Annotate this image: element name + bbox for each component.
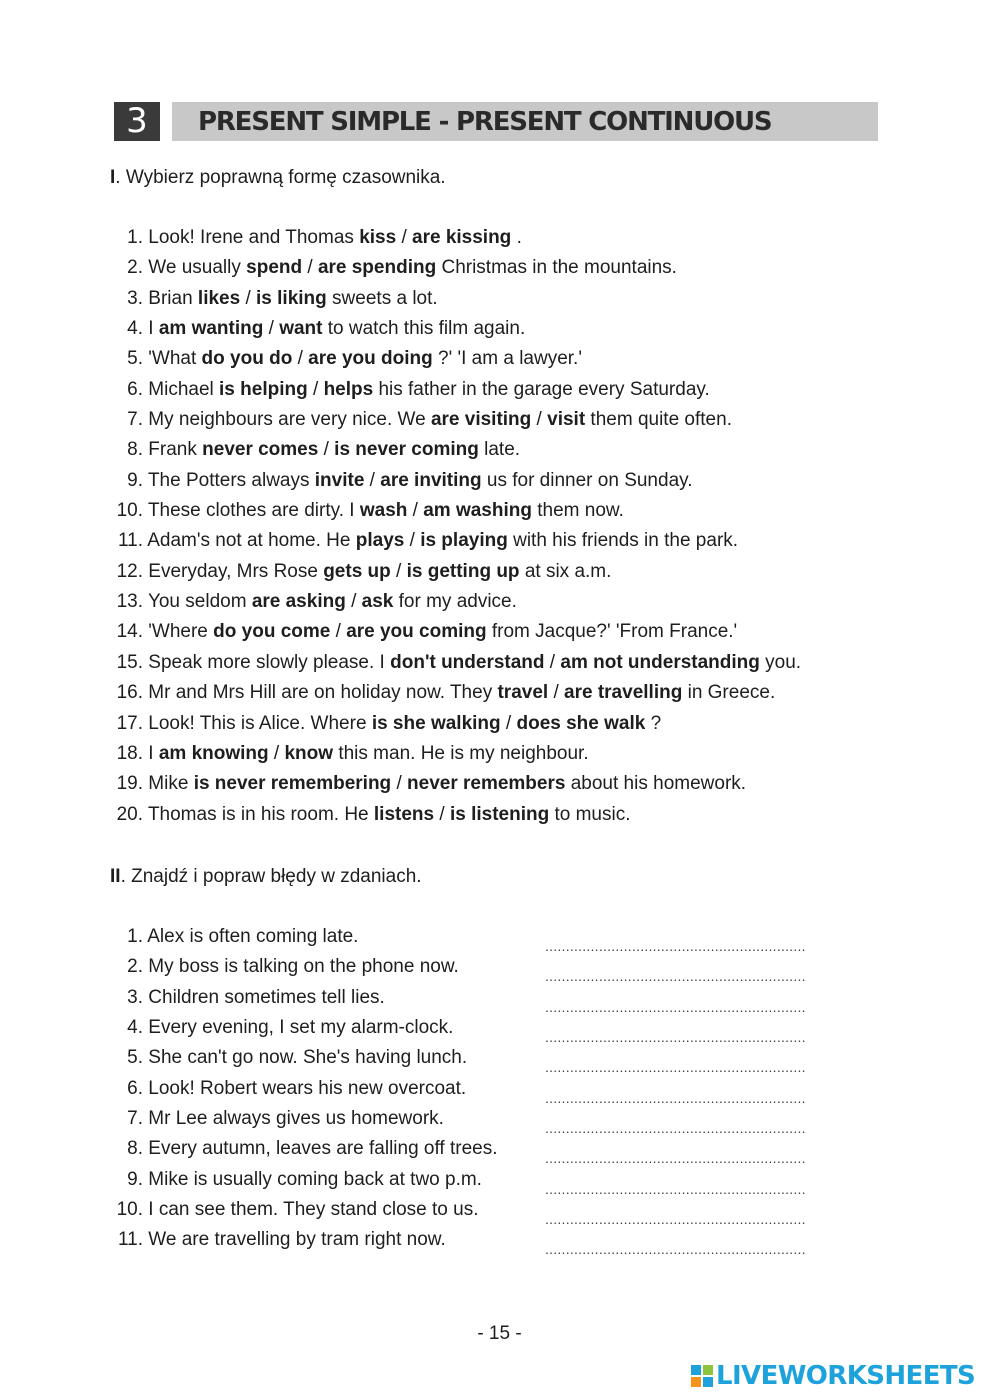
item-text-before: The Potters always: [147, 469, 315, 491]
option-b[interactable]: am not understanding: [560, 651, 760, 673]
exercise-1-item: 19. Mike is never remembering / never remembers about his homework.: [110, 769, 801, 799]
exercise-2-item: [110, 1134, 498, 1164]
item-sentence: Every autumn, leaves are falling off trees.: [148, 1138, 498, 1160]
option-a[interactable]: travel: [497, 682, 549, 704]
option-b[interactable]: helps: [323, 378, 374, 400]
item-text-after: you.: [759, 651, 802, 673]
exercise-1-item: 9. The Potters always invite / are inviting us for dinner on Sunday.: [110, 466, 801, 496]
answer-input-line[interactable]: ...............................................................: [545, 1211, 806, 1228]
item-text-after: in Greece.: [682, 682, 776, 704]
item-text-after: late.: [478, 439, 521, 461]
answer-input-line[interactable]: ...............................................................: [545, 1029, 806, 1046]
exercise-2-item: [110, 1013, 498, 1043]
item-text-after: his father in the garage every Saturday.: [373, 378, 710, 400]
answer-input-line[interactable]: ...............................................................: [545, 1241, 806, 1258]
exercise-1-item: 8. Frank never comes / is never coming late.: [110, 435, 801, 465]
item-text-after: Christmas in the mountains.: [436, 257, 677, 279]
option-a[interactable]: never comes: [202, 439, 319, 461]
option-b[interactable]: is playing: [420, 530, 508, 552]
item-number: 19.: [116, 773, 143, 795]
exercise-1-item: 4. I am wanting / want to watch this film again.: [110, 314, 801, 344]
item-sentence: I can see them. They stand close to us.: [148, 1199, 479, 1221]
item-text-before: You seldom: [147, 591, 252, 613]
option-b[interactable]: are you coming: [346, 621, 487, 643]
exercise-1-item: 18. I am knowing / know this man. He is my neighbour.: [110, 739, 801, 769]
item-text-after: from Jacque?' 'From France.': [486, 621, 738, 643]
option-b[interactable]: ask: [361, 591, 394, 613]
item-number: 11.: [117, 1229, 143, 1251]
item-number: 6.: [127, 378, 143, 400]
option-a[interactable]: wash: [359, 500, 408, 522]
item-number: 5.: [127, 348, 143, 370]
exercise-1-item: 14. 'Where do you come / are you coming from Jacque?' 'From France.': [110, 617, 801, 647]
option-a[interactable]: is never remembering: [193, 773, 392, 795]
item-sentence: She can't go now. She's having lunch.: [148, 1047, 468, 1069]
option-b[interactable]: am washing: [423, 500, 532, 522]
item-sentence: We are travelling by tram right now.: [148, 1229, 446, 1251]
item-text-before: Frank: [148, 439, 203, 461]
item-text-before: Brian: [148, 287, 198, 309]
item-text-before: I: [148, 318, 159, 340]
item-text-after: to watch this film again.: [322, 318, 526, 340]
liveworksheets-logo-text: LIVEWORKSHEETS: [716, 1361, 976, 1391]
exercise-1-item: 15. Speak more slowly please. I don't understand / am not understanding you.: [110, 648, 801, 678]
item-text-after: about his homework.: [565, 773, 747, 795]
exercise-2-item: [110, 1043, 498, 1073]
item-number: 10.: [116, 1199, 143, 1221]
option-b[interactable]: is liking: [256, 287, 327, 309]
option-b[interactable]: is listening: [449, 803, 550, 825]
exercise-2-item: [110, 1104, 498, 1134]
item-sentence: Mr Lee always gives us homework.: [148, 1108, 444, 1130]
option-a[interactable]: are visiting: [430, 409, 532, 431]
answer-input-line[interactable]: ...............................................................: [545, 1150, 806, 1167]
option-b[interactable]: know: [284, 742, 334, 764]
answer-input-line[interactable]: ...............................................................: [545, 968, 806, 985]
item-text-before: 'What: [148, 348, 202, 370]
item-number: 1.: [127, 926, 143, 947]
item-number: 3.: [127, 287, 143, 309]
item-number: 4.: [127, 1017, 143, 1039]
exercise-1-item: 20. Thomas is in his room. He listens / is listening to music.: [110, 800, 801, 830]
option-a[interactable]: do you come: [213, 621, 331, 643]
exercise-1-roman: I: [110, 167, 116, 188]
item-number: 5.: [127, 1047, 143, 1069]
option-b[interactable]: does she walk: [516, 712, 646, 734]
exercise-2-list: [110, 922, 498, 1256]
exercise-1-item: 10. These clothes are dirty. I wash / am washing them now.: [110, 496, 801, 526]
item-text-after: for my advice.: [393, 591, 517, 613]
option-a[interactable]: is helping: [219, 378, 308, 400]
exercise-2-item: [110, 1074, 498, 1104]
exercise-2-item: [110, 952, 498, 982]
exercise-2-item: [110, 1165, 498, 1195]
option-a[interactable]: kiss: [359, 227, 397, 248]
exercise-1-item: 1. Look! Irene and Thomas kiss / are kissing .: [110, 223, 801, 253]
item-number: 1.: [127, 227, 143, 248]
exercise-1-item: 3. Brian likes / is liking sweets a lot.: [110, 284, 801, 314]
answer-input-line[interactable]: ...............................................................: [545, 1059, 806, 1076]
item-sentence: My boss is talking on the phone now.: [148, 956, 459, 978]
option-a[interactable]: listens: [373, 803, 435, 825]
item-sentence: Every evening, I set my alarm-clock.: [148, 1017, 454, 1039]
exercise-1-item: 13. You seldom are asking / ask for my advice.: [110, 587, 801, 617]
exercise-1-instruction: [110, 167, 446, 189]
liveworksheets-logo-icon: [691, 1365, 713, 1387]
option-a[interactable]: are asking: [251, 591, 346, 613]
item-text-before: Mike: [148, 773, 194, 795]
item-number: 9.: [127, 1168, 143, 1190]
option-a[interactable]: don't understand: [390, 651, 545, 673]
item-text-before: These clothes are dirty. I: [147, 500, 360, 522]
answer-input-line[interactable]: ...............................................................: [545, 1120, 806, 1137]
item-number: 3.: [127, 986, 143, 1008]
option-b[interactable]: are inviting: [380, 469, 482, 491]
exercise-1-item: 17. Look! This is Alice. Where is she walking / does she walk ?: [110, 709, 801, 739]
option-b[interactable]: visit: [547, 409, 586, 431]
option-b[interactable]: are travelling: [564, 682, 683, 704]
item-number: 10.: [116, 500, 143, 522]
item-sentence: Alex is often coming late.: [147, 926, 359, 947]
item-number: 7.: [127, 1108, 143, 1130]
item-text-after: them now.: [531, 500, 624, 522]
item-text-before: Michael: [148, 378, 220, 400]
exercise-2-item: [110, 1195, 498, 1225]
exercise-2-answer-lines: [545, 922, 806, 1256]
item-text-after: .: [511, 227, 522, 248]
item-text-before: Look! This is Alice. Where: [148, 712, 372, 734]
option-a[interactable]: is she walking: [371, 712, 501, 734]
option-a[interactable]: gets up: [323, 560, 391, 582]
exercise-1-item: 16. Mr and Mrs Hill are on holiday now. They travel / are travelling in Greece.: [110, 678, 801, 708]
item-number: 20.: [116, 803, 143, 825]
option-b[interactable]: never remembers: [407, 773, 566, 795]
item-text-before: Everyday, Mrs Rose: [148, 560, 324, 582]
item-number: 18.: [116, 742, 143, 764]
item-text-after: this man. He is my neighbour.: [333, 742, 589, 764]
option-b[interactable]: are spending: [317, 257, 437, 279]
option-a[interactable]: likes: [197, 287, 241, 309]
item-text-before: Adam's not at home. He: [147, 530, 356, 552]
item-number: 16.: [116, 682, 143, 704]
exercise-2-item: [110, 1225, 498, 1255]
item-text-after: sweets a lot.: [326, 287, 438, 309]
item-number: 4.: [127, 318, 143, 340]
item-number: 8.: [127, 439, 143, 461]
answer-input-line[interactable]: ...............................................................: [545, 938, 806, 954]
item-number: 13.: [116, 591, 143, 613]
exercise-1-list: [110, 223, 801, 830]
item-sentence: Mike is usually coming back at two p.m.: [148, 1168, 482, 1190]
item-number: 7.: [127, 409, 143, 431]
option-a[interactable]: invite: [314, 469, 365, 491]
item-text-after: ?: [645, 712, 662, 734]
exercise-1-instruction-text: . Wybierz poprawną formę czasownika.: [115, 167, 446, 188]
item-text-before: Speak more slowly please. I: [148, 651, 391, 673]
option-b[interactable]: is never coming: [334, 439, 479, 461]
chapter-title: PRESENT SIMPLE - PRESENT CONTINUOUS: [198, 107, 772, 137]
exercise-1-item: 7. My neighbours are very nice. We are visiting / visit them quite often.: [110, 405, 801, 435]
item-text-after: with his friends in the park.: [507, 530, 739, 552]
exercise-1-item: 6. Michael is helping / helps his father in the garage every Saturday.: [110, 375, 801, 405]
chapter-title-bar: [172, 102, 878, 141]
item-number: 8.: [127, 1138, 143, 1160]
exercise-1-item: 12. Everyday, Mrs Rose gets up / is getting up at six a.m.: [110, 557, 801, 587]
item-text-before: 'Where: [148, 621, 214, 643]
item-text-after: to music.: [549, 803, 631, 825]
answer-input-line[interactable]: ...............................................................: [545, 998, 806, 1015]
item-sentence: Look! Robert wears his new overcoat.: [148, 1077, 467, 1099]
option-b[interactable]: is getting up: [406, 560, 520, 582]
exercise-2-item: [110, 983, 498, 1013]
option-a[interactable]: am wanting: [158, 318, 264, 340]
item-number: 2.: [127, 257, 143, 279]
exercise-2-item: [110, 922, 498, 952]
item-number: 6.: [127, 1077, 143, 1099]
exercise-1-item: 2. We usually spend / are spending Christmas in the mountains.: [110, 253, 801, 283]
exercise-2-instruction-text: . Znajdź i popraw błędy w zdaniach.: [120, 866, 422, 887]
item-number: 11.: [117, 530, 143, 552]
option-a[interactable]: spend: [246, 257, 303, 279]
option-a[interactable]: plays: [355, 530, 405, 552]
item-number: 15.: [116, 651, 143, 673]
item-number: 12.: [116, 560, 143, 582]
option-b[interactable]: want: [279, 318, 323, 340]
exercise-1-item: 11. Adam's not at home. He plays / is playing with his friends in the park.: [110, 526, 801, 556]
option-a[interactable]: do you do: [201, 348, 293, 370]
item-number: 14.: [116, 621, 143, 643]
answer-input-line[interactable]: ...............................................................: [545, 1089, 806, 1106]
item-text-after: at six a.m.: [519, 560, 612, 582]
option-b[interactable]: are kissing: [412, 227, 512, 248]
item-text-after: ?' 'I am a lawyer.': [432, 348, 582, 370]
page-number: - 15 -: [477, 1323, 522, 1344]
option-b[interactable]: are you doing: [308, 348, 433, 370]
item-text-before: Look! Irene and Thomas: [148, 227, 360, 248]
item-text-before: Mr and Mrs Hill are on holiday now. They: [148, 682, 498, 704]
option-a[interactable]: am knowing: [158, 742, 269, 764]
chapter-number: 3: [114, 102, 160, 141]
liveworksheets-logo[interactable]: [691, 1361, 975, 1391]
item-text-before: We usually: [148, 257, 247, 279]
item-text-before: My neighbours are very nice. We: [148, 409, 431, 431]
exercise-2-instruction: [110, 866, 422, 888]
exercise-2-roman: II: [110, 866, 121, 887]
item-number: 17.: [116, 712, 143, 734]
item-number: 9.: [127, 469, 143, 491]
item-text-after: them quite often.: [585, 409, 732, 431]
item-text-before: I: [148, 742, 159, 764]
item-text-before: Thomas is in his room. He: [147, 803, 374, 825]
item-number: 2.: [127, 956, 143, 978]
item-text-after: us for dinner on Sunday.: [481, 469, 693, 491]
exercise-1-item: 5. 'What do you do / are you doing ?' 'I am a lawyer.': [110, 344, 801, 374]
section-header: [114, 102, 878, 141]
answer-input-line[interactable]: ...............................................................: [545, 1180, 806, 1197]
item-sentence: Children sometimes tell lies.: [148, 986, 385, 1008]
